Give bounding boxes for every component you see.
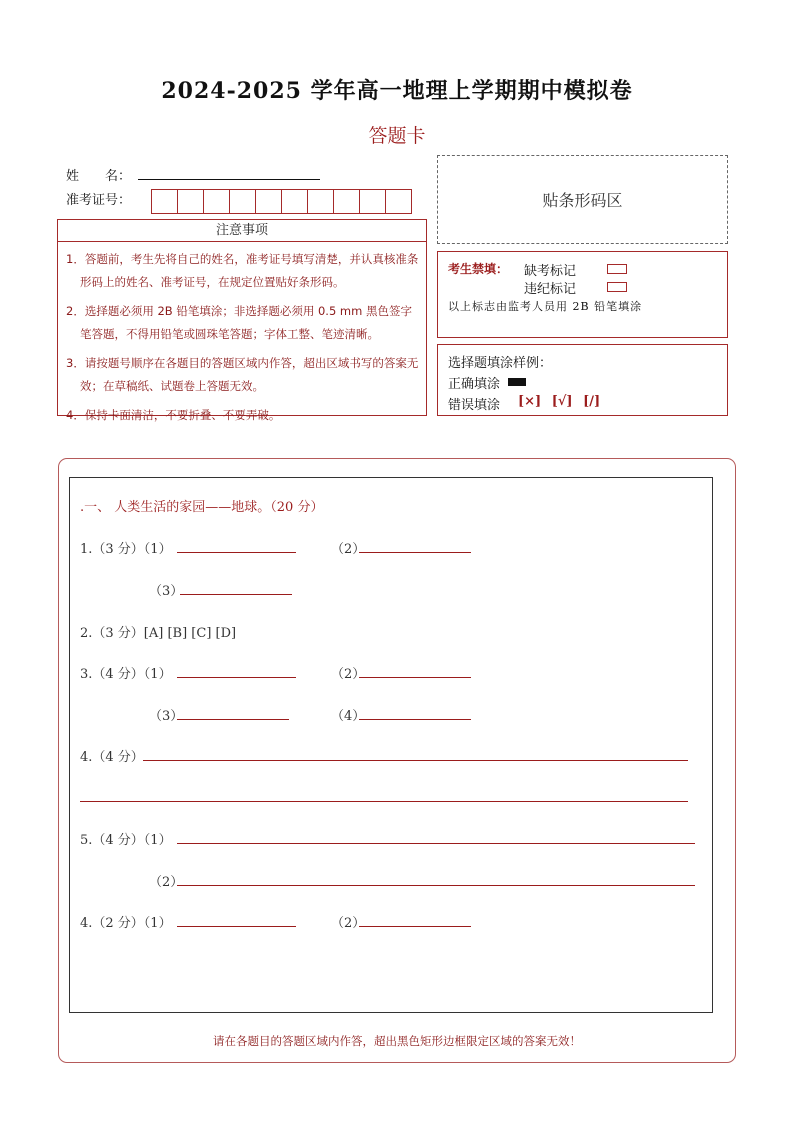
q3-4-label: （4） <box>331 709 366 724</box>
absent-mark-box[interactable] <box>607 264 627 274</box>
q1-label: 1.（3 分）（1） <box>80 542 172 557</box>
page-title: 2024-2025 学年高一地理上学期期中模拟卷 <box>161 78 633 104</box>
examiner-only-box <box>437 251 728 338</box>
footer-warning: 请在各题目的答题区域内作答，超出黑色矩形边框限定区域的答案无效！ <box>213 1034 581 1048</box>
notice-item: 3．请按题号顺序在各题目的答题区域内作答，超出区域书写的答案无效；在草稿纸、试题卷上答题无效。 <box>66 356 419 393</box>
barcode-area <box>437 155 728 244</box>
q4-label: 4.（4 分） <box>80 750 144 765</box>
violation-mark-box[interactable] <box>607 282 627 292</box>
section-heading: .一、 人类生活的家园——地球。（20 分） <box>80 500 324 515</box>
id-digit-box[interactable] <box>385 189 412 214</box>
name-field[interactable] <box>138 179 320 180</box>
barcode-label: 贴条形码区 <box>542 191 623 210</box>
q3-4-answer-line[interactable] <box>359 719 471 720</box>
wrong-fill-label: 错误填涂 <box>448 398 501 413</box>
q6-1-answer-line[interactable] <box>177 926 296 927</box>
id-digit-box[interactable] <box>151 189 178 214</box>
sample-title: 选择题填涂样例： <box>448 356 553 371</box>
q1-3-answer-line[interactable] <box>180 594 292 595</box>
q5-label: 5.（4 分）（1） <box>80 833 172 848</box>
q3-3-answer-line[interactable] <box>177 719 289 720</box>
q3-1-answer-line[interactable] <box>177 677 296 678</box>
forbidden-label: 考生禁填： <box>448 262 509 276</box>
notice-heading: 注意事项 <box>57 219 427 242</box>
id-digit-box[interactable] <box>203 189 230 214</box>
absent-mark-label: 缺考标记 <box>524 264 577 279</box>
q6-2-answer-line[interactable] <box>359 926 471 927</box>
name-label: 姓 名： <box>66 169 132 184</box>
q3-3-label: （3） <box>149 709 184 724</box>
id-digit-box[interactable] <box>281 189 308 214</box>
id-digit-box[interactable] <box>177 189 204 214</box>
examiner-note: 以上标志由监考人员用 2B 铅笔填涂 <box>448 300 643 313</box>
q1-3-label: （3） <box>149 584 184 599</box>
id-digit-box[interactable] <box>229 189 256 214</box>
q6-label: 4.（2 分）（1） <box>80 916 172 931</box>
q4-answer-line-2[interactable] <box>80 801 688 802</box>
id-digit-box[interactable] <box>359 189 386 214</box>
q5-1-answer-line[interactable] <box>177 843 695 844</box>
q3-2-label: （2） <box>331 667 366 682</box>
q5-2-label: （2） <box>149 875 184 890</box>
q2-choices[interactable]: 2.（3 分）[A] [B] [C] [D] <box>80 626 237 641</box>
violation-mark-label: 违纪标记 <box>524 282 577 297</box>
id-digit-box[interactable] <box>307 189 334 214</box>
answer-card-subtitle: 答题卡 <box>368 125 426 147</box>
notice-list <box>57 242 427 422</box>
q1-2-answer-line[interactable] <box>359 552 471 553</box>
answer-region <box>69 477 713 1013</box>
wrong-fill-marks: [×] [√] [/] <box>518 394 601 409</box>
q3-2-answer-line[interactable] <box>359 677 471 678</box>
q6-2-label: （2） <box>331 916 366 931</box>
q3-label: 3.（4 分）（1） <box>80 667 172 682</box>
q1-1-answer-line[interactable] <box>177 552 296 553</box>
correct-fill-label: 正确填涂 <box>448 377 501 392</box>
notice-item: 2．选择题必须用 2B 铅笔填涂；非选择题必须用 0.5 mm 黑色签字笔答题，不得用铅笔或圆珠笔答题；字体工整、笔迹清晰。 <box>66 304 412 341</box>
q4-answer-line-1[interactable] <box>143 760 688 761</box>
exam-id-boxes[interactable] <box>151 189 411 214</box>
notice-item: 1．答题前，考生先将自己的姓名，准考证号填写清楚，并认真核准条形码上的姓名、准考证号，在规定位置贴好条形码。 <box>66 252 419 289</box>
id-digit-box[interactable] <box>333 189 360 214</box>
id-digit-box[interactable] <box>255 189 282 214</box>
correct-fill-mark <box>508 378 526 386</box>
fill-sample-box <box>437 344 728 416</box>
q1-2-label: （2） <box>331 542 366 557</box>
exam-id-label: 准考证号： <box>66 193 132 208</box>
notice-item: 4．保持卡面清洁，不要折叠、不要弄破。 <box>66 408 281 422</box>
q5-2-answer-line[interactable] <box>177 885 695 886</box>
